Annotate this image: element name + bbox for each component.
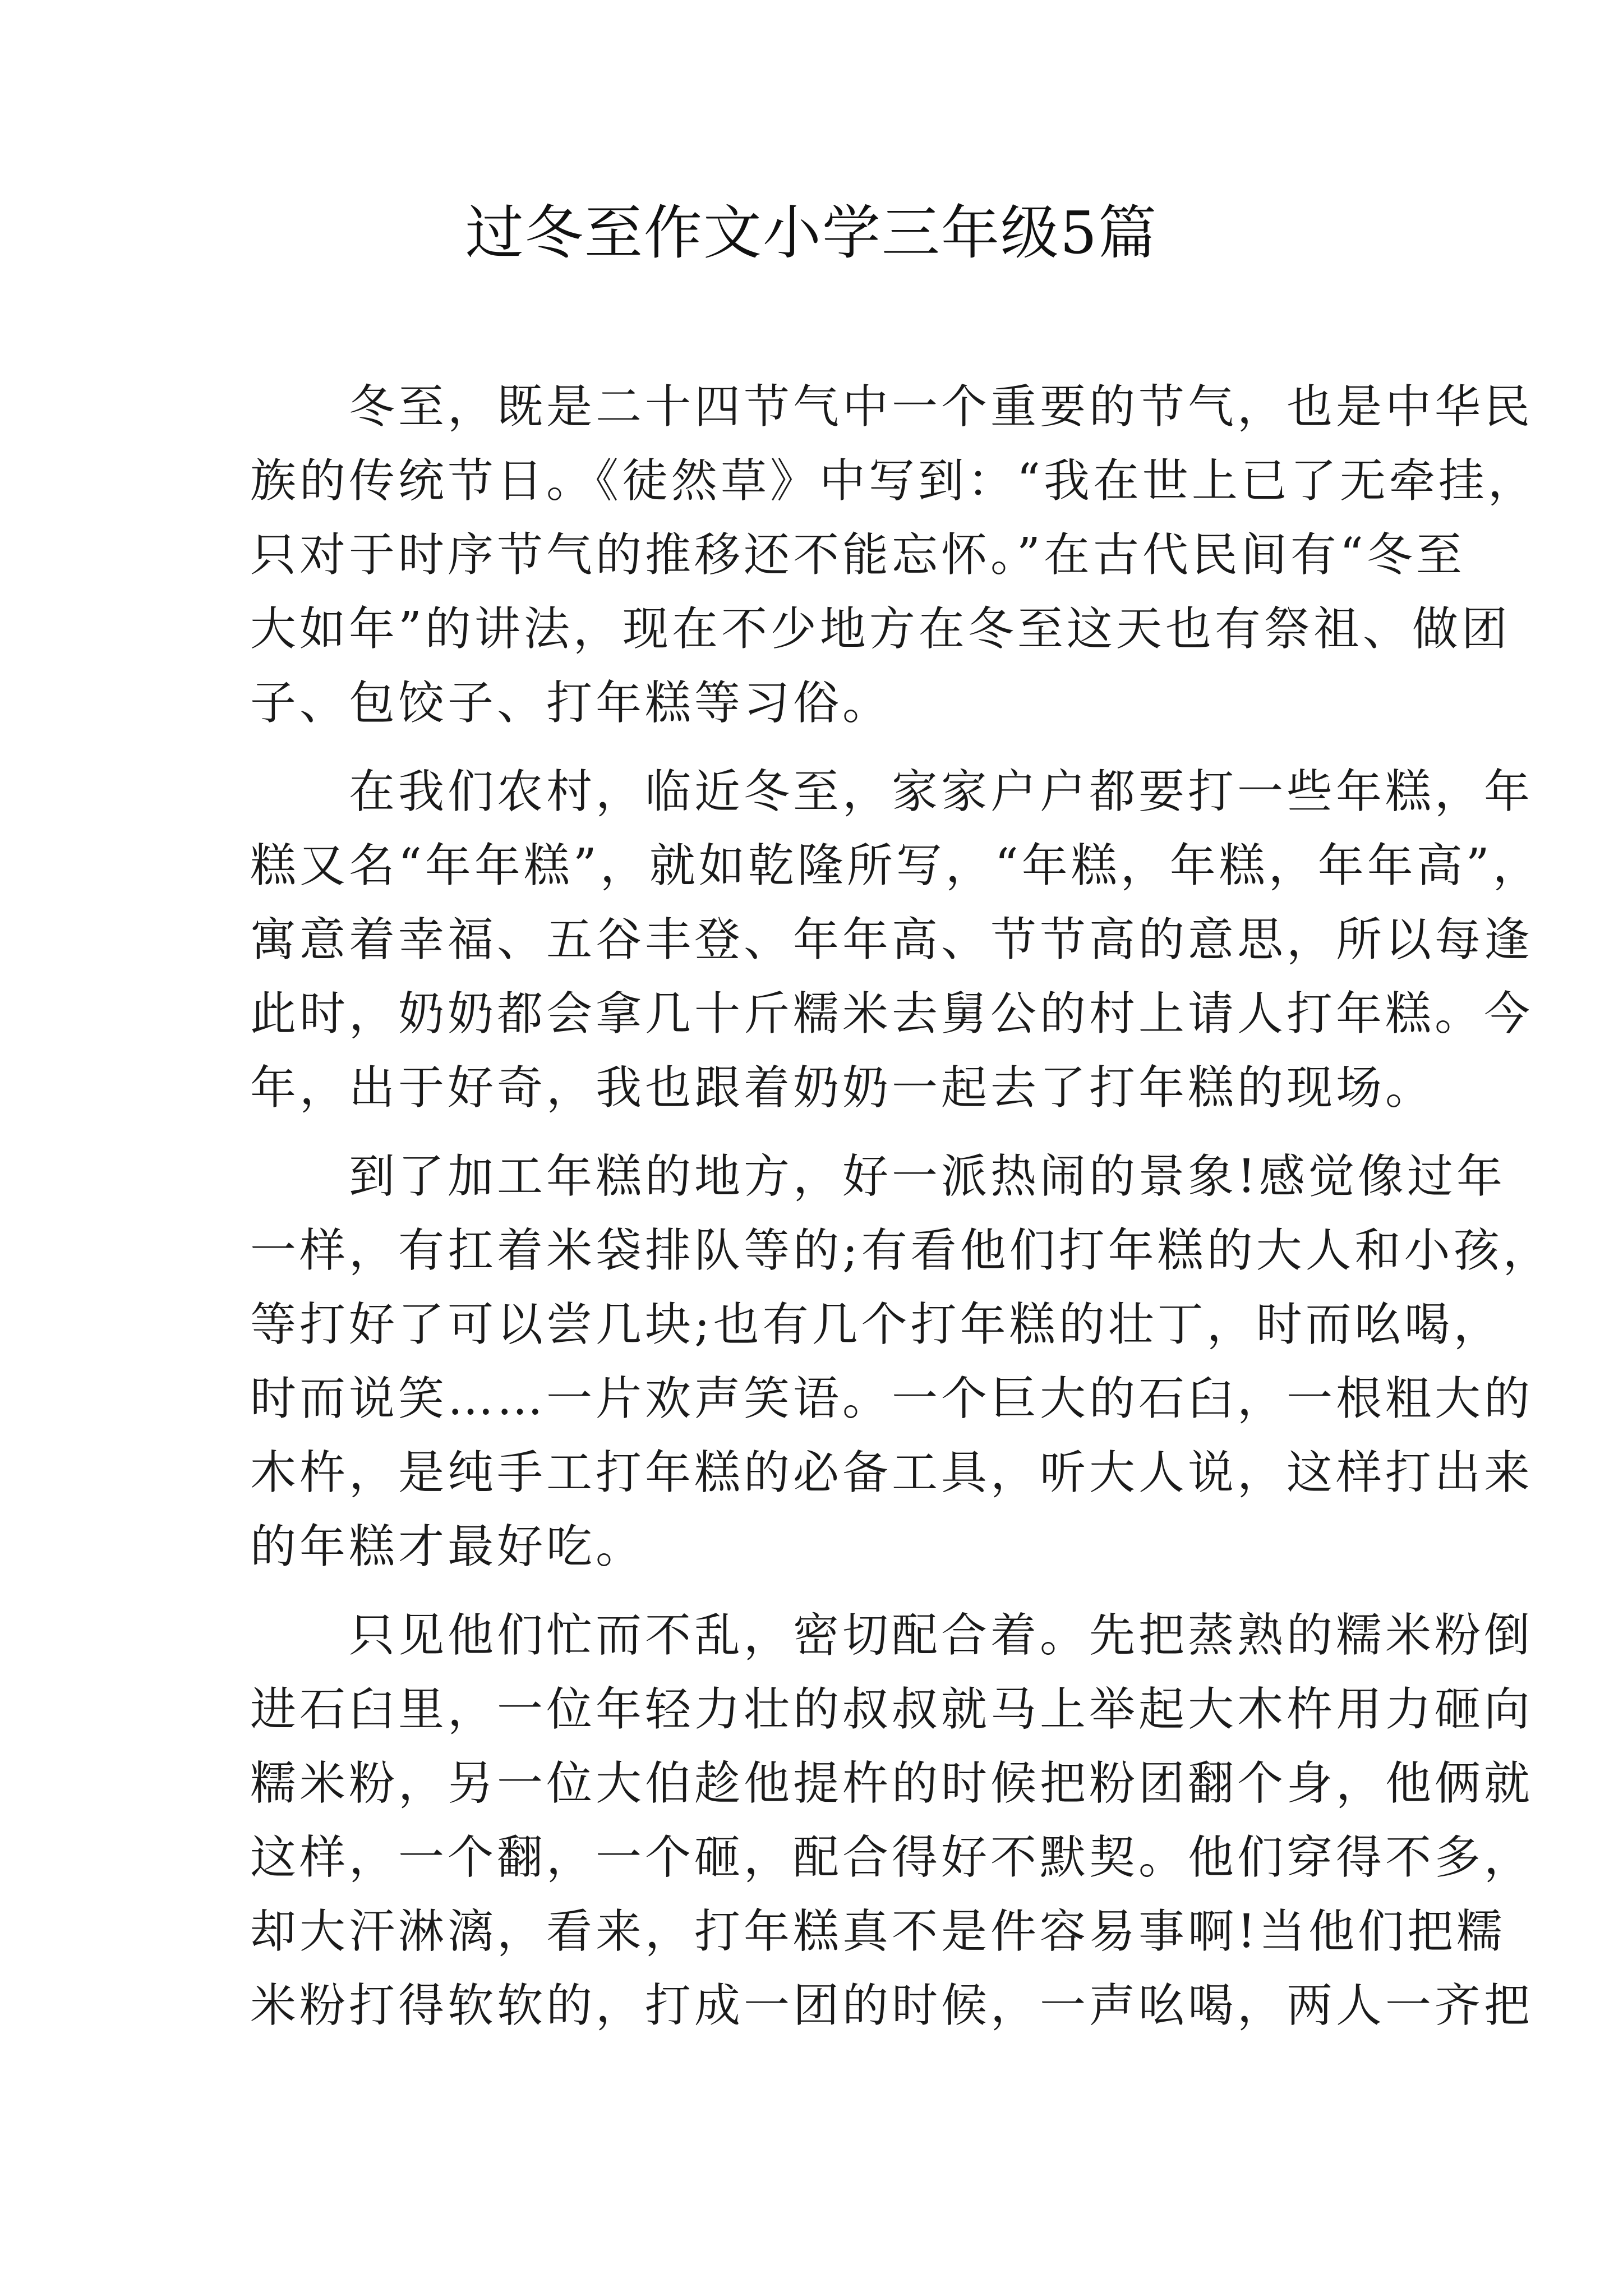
text-line: 大如年”的讲法，现在不少地方在冬至这天也有祭祖、做团 <box>250 602 1511 656</box>
text-line: 等打好了可以尝几块;也有几个打年糕的壮丁，时而吆喝， <box>250 1298 1503 1351</box>
text-line: 的年糕才最好吃。 <box>250 1520 645 1573</box>
text-line: 寓意着幸福、五谷丰登、年年高、节节高的意思，所以每逢 <box>250 913 1534 967</box>
paragraph-2 <box>250 755 1542 1125</box>
paragraph-1 <box>250 370 1537 740</box>
paragraph-3 <box>250 1140 1552 1584</box>
text-line: 时而说笑……一片欢声笑语。一个巨大的石臼，一根粗大的 <box>250 1372 1534 1425</box>
text-line: 族的传统节日。《徒然草》中写到：“我在世上已了无牵挂， <box>250 454 1537 508</box>
text-line: 这样，一个翻，一个砸，配合得好不默契。他们穿得不多， <box>250 1831 1534 1884</box>
text-line: 此时，奶奶都会拿几十斤糯米去舅公的村上请人打年糕。今 <box>250 987 1534 1041</box>
paragraph-4 <box>250 1599 1534 2043</box>
text-line: 只对于时序节气的推移还不能忘怀。”在古代民间有“冬至 <box>250 528 1465 582</box>
document-body <box>250 370 1552 2058</box>
document-title: 过冬至作文小学三年级5篇 <box>465 199 1158 267</box>
text-line: 子、包饺子、打年糕等习俗。 <box>250 677 892 730</box>
text-line: 在我们农村，临近冬至，家家户户都要打一些年糕，年 <box>250 765 1534 818</box>
text-line: 却大汗淋漓，看来，打年糕真不是件容易事啊!当他们把糯 <box>250 1905 1506 1958</box>
text-line: 米粉打得软软的，打成一团的时候，一声吆喝，两人一齐把 <box>250 1979 1534 2032</box>
text-line: 一样，有扛着米袋排队等的;有看他们打年糕的大人和小孩， <box>250 1224 1552 1277</box>
text-line: 糯米粉，另一位大伯趁他提杵的时候把粉团翻个身，他俩就 <box>250 1757 1534 1810</box>
text-line: 冬至，既是二十四节气中一个重要的节气，也是中华民 <box>250 380 1534 434</box>
text-line: 进石臼里，一位年轻力壮的叔叔就马上举起大木杵用力砸向 <box>250 1683 1534 1736</box>
text-line: 到了加工年糕的地方，好一派热闹的景象!感觉像过年 <box>250 1150 1506 1203</box>
text-line: 只见他们忙而不乱，密切配合着。先把蒸熟的糯米粉倒 <box>250 1609 1534 1662</box>
text-line: 木杵，是纯手工打年糕的必备工具，听大人说，这样打出来 <box>250 1446 1534 1499</box>
text-line: 年，出于好奇，我也跟着奶奶一起去了打年糕的现场。 <box>250 1061 1435 1115</box>
text-line: 糕又名“年年糕”，就如乾隆所写，“年糕，年糕，年年高”， <box>250 839 1542 892</box>
